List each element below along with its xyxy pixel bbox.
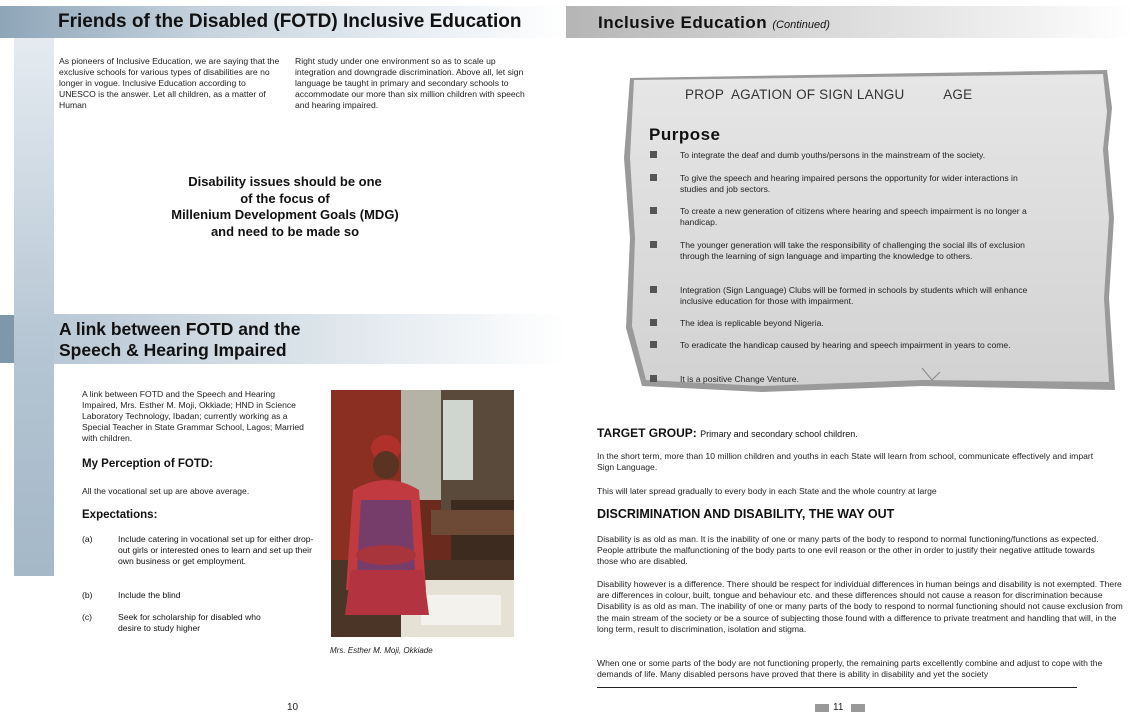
bullet-square	[650, 207, 657, 214]
section-title-line: Speech & Hearing Impaired	[59, 340, 287, 360]
intro-column-2: Right study under one environment so as to scale up integration and downgrade discrimination. Above all, let sign language be taught in primary and secondary schools to accommodate our more than six million children with speech and hearing impaired.	[295, 56, 525, 110]
left-header-title: Friends of the Disabled (FOTD) Inclusive Education	[58, 11, 522, 32]
right-page	[566, 0, 1135, 712]
paragraph: This will later spread gradually to every body in each State and the whole country at large	[597, 486, 937, 496]
bullet-text: The idea is replicable beyond Nigeria.	[680, 318, 824, 328]
page-number: 11	[833, 702, 844, 712]
page-number-group	[815, 702, 865, 712]
target-group-value: Primary and secondary school children.	[700, 429, 858, 439]
bullet-square	[650, 319, 657, 326]
expectation-text: Include catering in vocational set up for either drop-out girls or interested ones to learn and set up their own business or get employment.	[118, 534, 314, 566]
bullet-square	[650, 241, 657, 248]
sign-language-box-title: PROP AGATION OF SIGN LANGU AGE	[685, 87, 973, 102]
paragraph: When one or some parts of the body are not functioning properly, the remaining parts excellently combine and adjust to cope with the demands of life. Many disabled persons have proved that there is ability in disability and yet the society	[597, 658, 1103, 680]
bullet-text: To integrate the deaf and dumb youths/persons in the mainstream of the society.	[680, 150, 986, 160]
callout-line: and need to be made so	[210, 223, 360, 239]
callout-line: Millenium Development Goals (MDG)	[171, 207, 399, 222]
bullet-square	[650, 286, 657, 293]
intro-column-1: As pioneers of Inclusive Education, we are saying that the exclusive schools for various types of disabilities are no longer in vogue. Inclusive Education according to UNESCO is the answer. Let all children, as a matter of Human	[59, 56, 280, 110]
expectation-letter: (b)	[82, 590, 93, 600]
expectation-text: Seek for scholarship for disabled who desire to study higher	[118, 612, 261, 633]
page-number-block-right	[851, 704, 865, 712]
discrimination-heading: DISCRIMINATION AND DISABILITY, THE WAY OUT	[597, 507, 895, 521]
mdg-callout	[150, 174, 420, 240]
callout-line: Disability issues should be one	[188, 174, 382, 189]
target-group-label: TARGET GROUP:	[597, 426, 697, 440]
right-header-bar	[566, 6, 1135, 38]
bullet-text: Integration (Sign Language) Clubs will be formed in schools by students which will enhance inclusive education for those with impairment.	[680, 285, 1028, 306]
bullet-text: To give the speech and hearing impaired persons the opportunity for wider interactions in studies and job sectors.	[680, 173, 1018, 194]
bullet-square	[650, 375, 657, 382]
bullet-square	[650, 341, 657, 348]
paragraph: In the short term, more than 10 million children and youths in each State will learn from school, communicate effectively and impart Sign Language.	[597, 451, 1094, 473]
right-header-title-text: Inclusive Education	[598, 13, 768, 32]
section-title-bar	[54, 314, 566, 364]
footer-rule	[597, 687, 1077, 688]
expectation-letter: (c)	[82, 612, 93, 622]
callout-line: of the focus of	[240, 190, 330, 206]
bullet-square	[650, 151, 657, 158]
paragraph: Disability however is a difference. There should be respect for individual differences in human beings and disability is not exempted. There are differences in colour, built, tongue and behaviour etc. and these differences should not cause a reason for discrimination because Disability is as old as man. The inability of one or many parts of the body to respond to normal functioning should not cause exclusion from the main stream of the society or be a source of subjecting those found with a difference to private treatment and handling that will, in the long term, result to discrimination, isolation and stigma.	[597, 579, 1123, 634]
expectation-letter: (a)	[82, 534, 93, 544]
left-header-bar	[0, 6, 566, 38]
perception-text: All the vocational set up are above average.	[82, 486, 250, 496]
bullet-text: To create a new generation of citizens where hearing and speech impairment is no longer a handicap.	[680, 206, 1027, 227]
bio-paragraph: A link between FOTD and the Speech and Hearing Impaired, Mrs. Esther M. Moji, Okkiade; HND in Science Laboratory Technology, Ibadan; currently working as a Special Teacher in State Grammar School, Lagos; Married with children.	[82, 389, 304, 443]
target-group	[597, 426, 858, 440]
section-title	[59, 319, 300, 361]
portrait-photo	[331, 390, 514, 637]
page-number-block-left	[815, 704, 829, 712]
purpose-heading: Purpose	[649, 125, 721, 144]
photo-caption: Mrs. Esther M. Moji, Okkiade	[330, 646, 433, 655]
section-title-line: A link between FOTD and the	[59, 319, 301, 339]
bullet-text: To eradicate the handicap caused by hearing and speech impairment in years to come.	[680, 340, 1011, 350]
bullet-text: It is a positive Change Venture.	[680, 374, 799, 384]
decorative-side-tab	[0, 315, 14, 363]
left-page	[0, 0, 566, 712]
page-number: 10	[287, 702, 299, 712]
portrait-photo-illustration	[331, 390, 514, 637]
perception-heading: My Perception of FOTD:	[82, 458, 213, 470]
paragraph: Disability is as old as man. It is the inability of one or many parts of the body to respond to normal functioning/functions as expected. People attribute the malfunctioning of the body parts to one evil reason or the other in order to justify their negative attitude towards those who are disabled.	[597, 534, 1099, 567]
expectation-text: Include the blind	[118, 590, 181, 600]
right-header-title	[598, 13, 830, 33]
expectations-heading: Expectations:	[82, 509, 158, 521]
decorative-side-strip	[14, 38, 54, 576]
bullet-square	[650, 174, 657, 181]
bullet-text: The younger generation will take the responsibility of challenging the social ills of exclusion through the learning of sign language and imparting the knowledge to others.	[680, 240, 1025, 261]
right-header-subtitle: (Continued)	[772, 19, 830, 31]
